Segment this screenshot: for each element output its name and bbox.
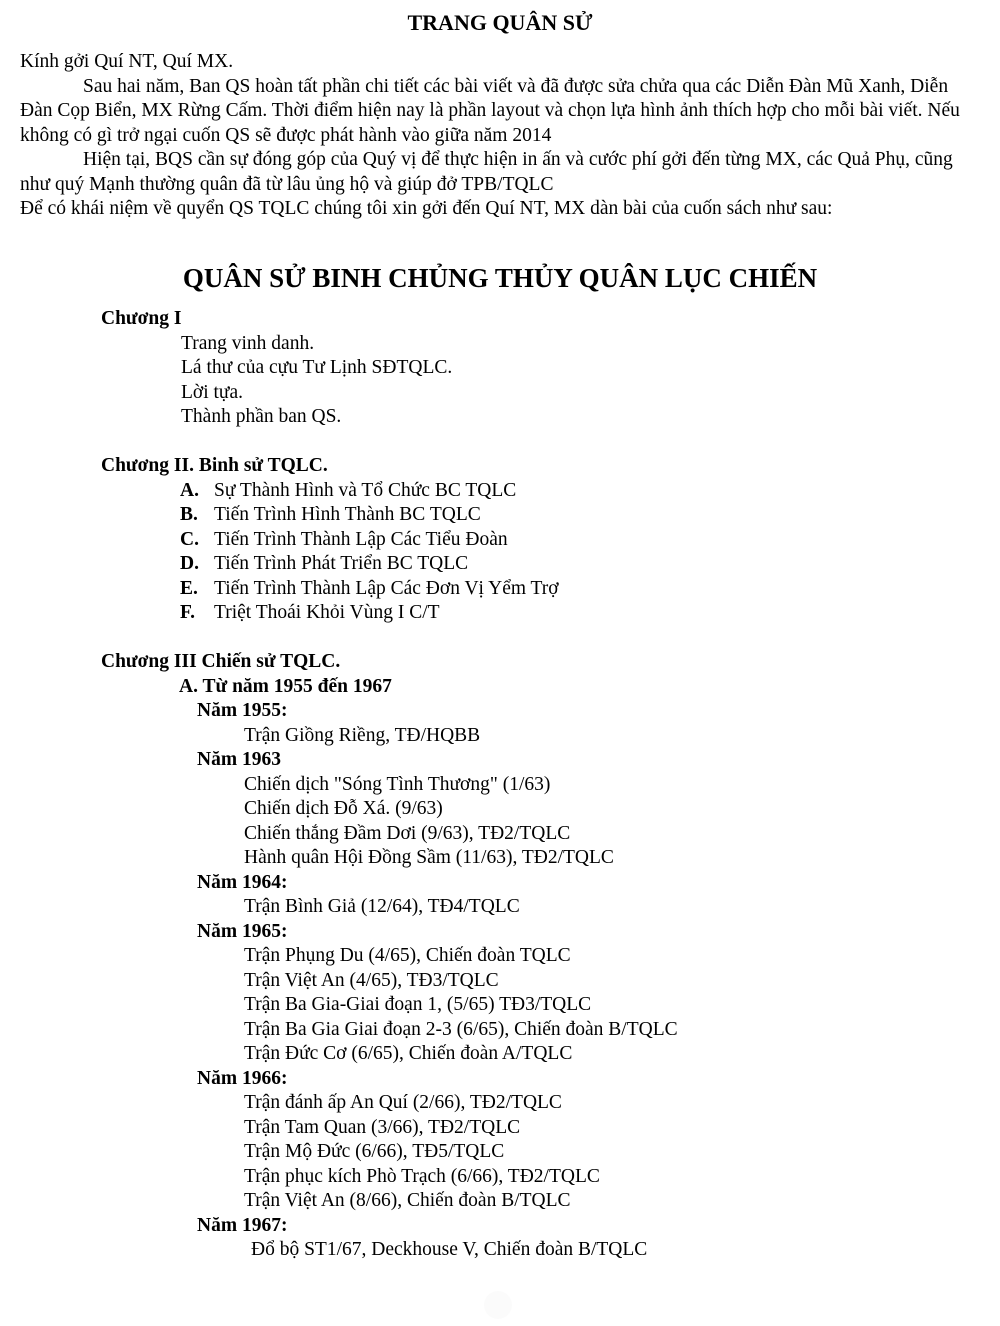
intro-paragraph-2: Hiện tại, BQS cần sự đóng góp của Quý vị để thực hiện in ấn và cước phí gởi đến từng MX, các Quả Phụ, cũng như quý Mạnh thường quân đã từ lâu ủng hộ và giúp đở TPB/TQLC xyxy=(20,149,953,195)
chapter-1-items xyxy=(101,332,981,430)
list-item: Trận Phụng Du (4/65), Chiến đoàn TQLC xyxy=(244,945,571,966)
list-item: Chiến thắng Đầm Dơi (9/63), TĐ2/TQLC xyxy=(244,822,571,844)
section-a-heading: A. Từ năm 1955 đến 1967 xyxy=(179,675,392,697)
list-item: Trận Việt An (8/66), Chiến đoàn B/TQLC xyxy=(244,1190,571,1211)
chapter-2-items xyxy=(101,479,981,626)
list-item: D. Tiến Trình Phát Triển BC TQLC xyxy=(180,553,469,574)
list-item: A. Sự Thành Hình và Tổ Chức BC TQLC xyxy=(180,479,517,501)
list-item: Trận Việt An (4/65), TĐ3/TQLC xyxy=(244,969,499,991)
year-heading: Năm 1955: xyxy=(197,700,288,721)
chapter-3 xyxy=(101,650,981,1263)
intro-paragraph-1: Sau hai năm, Ban QS hoàn tất phần chi tiết các bài viết và đã được sửa chửa qua các Diễn Đàn Mũ Xanh, Diễn Đàn Cọp Biển, MX Rừng Cấm. Thời điểm hiện nay là phần layout và chọn lựa hình ảnh thích hợp cho mỗi bài viết. Nếu không có gì trở ngại cuốn QS sẽ được phát hành vào giữa năm 2014 xyxy=(20,75,960,146)
chapter-1 xyxy=(101,307,981,430)
greeting: Kính gởi Quí NT, Quí MX. xyxy=(20,51,234,72)
list-item: Chiến dịch Đỗ Xá. (9/63) xyxy=(244,798,443,819)
list-item: Trang vinh danh. xyxy=(181,332,315,354)
book-title: QUÂN SỬ BINH CHỦNG THỦY QUÂN LỤC CHIẾN xyxy=(182,263,818,293)
list-item: Thành phần ban QS. xyxy=(181,406,342,427)
list-item: Trận Tam Quan (3/66), TĐ2/TQLC xyxy=(244,1116,521,1138)
list-item: Trận Ba Gia-Giai đoạn 1, (5/65) TĐ3/TQLC xyxy=(244,994,592,1015)
intro-section xyxy=(20,50,985,222)
list-item: Đổ bộ ST1/67, Deckhouse V, Chiến đoàn B/TQLC xyxy=(251,1239,648,1260)
year-heading: Năm 1966: xyxy=(197,1067,288,1089)
list-item: E. Tiến Trình Thành Lập Các Đơn Vị Yểm Trợ xyxy=(180,577,559,599)
chapter-3-heading: Chương III Chiến sử TQLC. xyxy=(101,651,341,672)
table-of-contents xyxy=(101,307,981,1263)
list-item: Lá thư của cựu Tư Lịnh SĐTQLC. xyxy=(181,357,453,378)
list-item: Trận đánh ấp An Quí (2/66), TĐ2/TQLC xyxy=(244,1092,562,1113)
year-heading: Năm 1963 xyxy=(197,749,281,770)
chapter-2 xyxy=(101,454,981,626)
year-heading: Năm 1964: xyxy=(197,871,288,893)
chapter-2-heading: Chương II. Binh sử TQLC. xyxy=(101,455,328,476)
list-item: B. Tiến Trình Hình Thành BC TQLC xyxy=(180,504,481,525)
list-item: C. Tiến Trình Thành Lập Các Tiểu Đoàn xyxy=(180,528,508,550)
list-item: F. Triệt Thoái Khỏi Vùng I C/T xyxy=(180,602,440,623)
list-item: Trận Bình Giả (12/64), TĐ4/TQLC xyxy=(244,896,520,917)
list-item: Trận Ba Gia Giai đoạn 2-3 (6/65), Chiến đoàn B/TQLC xyxy=(244,1018,678,1040)
list-item: Trận Mộ Đức (6/66), TĐ5/TQLC xyxy=(244,1141,505,1162)
page-title: TRANG QUÂN SỬ xyxy=(407,10,593,35)
list-item: Trận phục kích Phò Trạch (6/66), TĐ2/TQLC xyxy=(244,1165,600,1187)
chapter-1-heading: Chương I xyxy=(101,308,182,329)
list-item: Chiến dịch "Sóng Tình Thương" (1/63) xyxy=(244,773,551,795)
faint-page-mark xyxy=(484,1291,512,1319)
intro-paragraph-3: Để có khái niệm về quyển QS TQLC chúng tôi xin gởi đến Quí NT, MX dàn bài của cuốn sách như sau: xyxy=(20,198,833,219)
year-heading: Năm 1965: xyxy=(197,920,288,942)
list-item: Trận Đức Cơ (6/65), Chiến đoàn A/TQLC xyxy=(244,1043,573,1064)
year-heading: Năm 1967: xyxy=(197,1214,288,1236)
list-item: Lời tựa. xyxy=(181,381,244,403)
list-item: Trận Giồng Riềng, TĐ/HQBB xyxy=(244,724,481,746)
list-item: Hành quân Hội Đồng Sầm (11/63), TĐ2/TQLC xyxy=(244,847,614,868)
